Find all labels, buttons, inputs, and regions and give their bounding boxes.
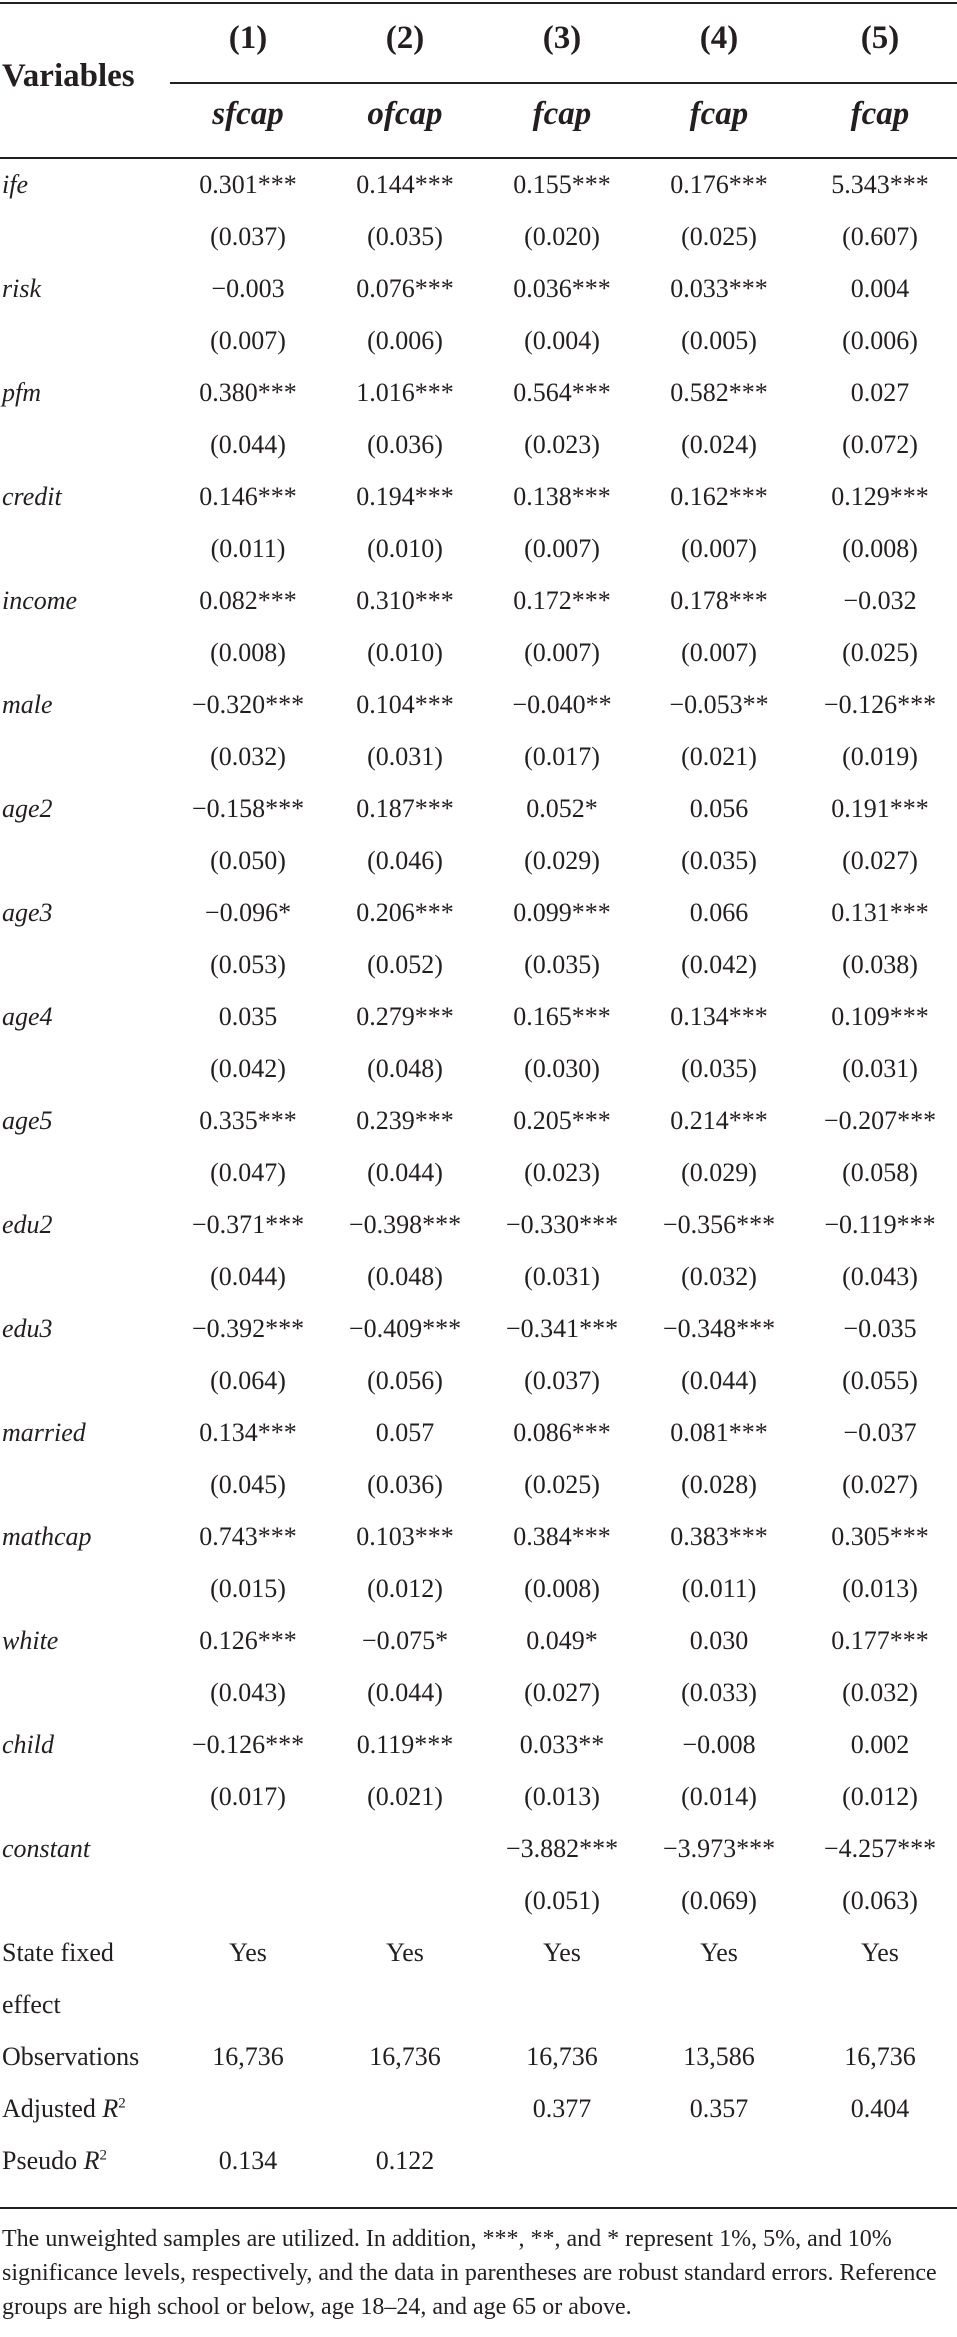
pseudo-r2-label-text: Pseudo xyxy=(2,2146,84,2175)
observations-cell: 16,736 xyxy=(369,2042,441,2071)
standard-error-cell: (0.010) xyxy=(367,638,443,667)
dependent-variable-1: sfcap xyxy=(212,96,284,132)
standard-error-cell: (0.031) xyxy=(367,742,443,771)
standard-error-cell: (0.046) xyxy=(367,846,443,875)
coefficient-cell: 0.743*** xyxy=(199,1522,297,1551)
standard-error-cell: (0.030) xyxy=(524,1054,600,1083)
standard-error-cell: (0.607) xyxy=(842,222,918,251)
standard-error-cell: (0.044) xyxy=(367,1678,443,1707)
coefficient-cell: 0.086*** xyxy=(513,1418,611,1447)
standard-error-cell: (0.025) xyxy=(524,1470,600,1499)
coefficient-cell: −0.348*** xyxy=(662,1314,776,1343)
standard-error-cell: (0.006) xyxy=(367,326,443,355)
standard-error-cell: (0.008) xyxy=(842,534,918,563)
coefficient-cell: 0.239*** xyxy=(356,1106,454,1135)
dependent-variable-5: fcap xyxy=(850,96,910,132)
pseudo-r2-label xyxy=(2,2146,107,2176)
standard-error-cell: (0.035) xyxy=(681,846,757,875)
coefficient-cell: 0.172*** xyxy=(513,586,611,615)
coefficient-cell: −0.096* xyxy=(204,898,292,927)
standard-error-cell: (0.052) xyxy=(367,950,443,979)
standard-error-cell: (0.011) xyxy=(681,1574,757,1603)
coefficient-cell: −0.003 xyxy=(211,274,285,303)
adjusted-r2-cell: 0.357 xyxy=(689,2094,749,2123)
coefficient-cell: 0.036*** xyxy=(513,274,611,303)
coefficient-cell: 1.016*** xyxy=(356,378,454,407)
standard-error-cell: (0.024) xyxy=(681,430,757,459)
variable-name: ife xyxy=(2,170,28,199)
coefficient-cell: 0.279*** xyxy=(356,1002,454,1031)
coefficient-cell: 0.081*** xyxy=(670,1418,768,1447)
coefficient-cell: 0.134*** xyxy=(199,1418,297,1447)
standard-error-cell: (0.025) xyxy=(681,222,757,251)
coefficient-cell: −4.257*** xyxy=(823,1834,937,1863)
variable-name: edu3 xyxy=(2,1314,53,1343)
column-number-4: (4) xyxy=(699,20,739,56)
standard-error-cell: (0.015) xyxy=(210,1574,286,1603)
standard-error-cell: (0.011) xyxy=(210,534,286,563)
coefficient-cell: 0.155*** xyxy=(513,170,611,199)
coefficient-cell: 0.030 xyxy=(689,1626,749,1655)
coefficient-cell: −0.126*** xyxy=(823,690,937,719)
coefficient-cell: −0.356*** xyxy=(662,1210,776,1239)
coefficient-cell: 5.343*** xyxy=(831,170,929,199)
top-rule xyxy=(0,2,957,4)
coefficient-cell: 0.310*** xyxy=(356,586,454,615)
coefficient-cell: 0.194*** xyxy=(356,482,454,511)
dependent-variable-3: fcap xyxy=(532,96,592,132)
observations-cell: 13,586 xyxy=(683,2042,755,2071)
state-fixed-effect-label: State fixed xyxy=(2,1938,114,1967)
coefficient-cell: 0.301*** xyxy=(199,170,297,199)
standard-error-cell: (0.045) xyxy=(210,1470,286,1499)
column-number-2: (2) xyxy=(385,20,425,56)
standard-error-cell: (0.035) xyxy=(524,950,600,979)
table-note: The unweighted samples are utilized. In addition, ***, **, and * represent 1%, 5%, and 10% significance levels, respectively, and the data in parentheses are robust standard errors. Reference groups are high school or below, age 18–24, and age 65 or above. xyxy=(2,2226,937,2320)
standard-error-cell: (0.006) xyxy=(842,326,918,355)
coefficient-cell: −0.119*** xyxy=(824,1210,936,1239)
variable-name: mathcap xyxy=(2,1522,92,1551)
standard-error-cell: (0.012) xyxy=(842,1782,918,1811)
variable-name: age2 xyxy=(2,794,53,823)
standard-error-cell: (0.043) xyxy=(842,1262,918,1291)
standard-error-cell: (0.053) xyxy=(210,950,286,979)
standard-error-cell: (0.050) xyxy=(210,846,286,875)
variable-name: age3 xyxy=(2,898,53,927)
standard-error-cell: (0.056) xyxy=(367,1366,443,1395)
coefficient-cell: 0.582*** xyxy=(670,378,768,407)
standard-error-cell: (0.027) xyxy=(524,1678,600,1707)
coefficient-cell: −0.032 xyxy=(843,586,917,615)
standard-error-cell: (0.007) xyxy=(524,638,600,667)
coefficient-cell: −0.008 xyxy=(682,1730,756,1759)
coefficient-cell: 0.214*** xyxy=(670,1106,768,1135)
coefficient-cell: 0.126*** xyxy=(199,1626,297,1655)
standard-error-cell: (0.036) xyxy=(367,1470,443,1499)
coefficient-cell: 0.205*** xyxy=(513,1106,611,1135)
standard-error-cell: (0.033) xyxy=(681,1678,757,1707)
coefficient-cell: 0.335*** xyxy=(199,1106,297,1135)
coefficient-cell: 0.099*** xyxy=(513,898,611,927)
coefficient-cell: −0.320*** xyxy=(191,690,305,719)
coefficient-cell: 0.119*** xyxy=(356,1730,454,1759)
standard-error-cell: (0.017) xyxy=(524,742,600,771)
variable-name: age5 xyxy=(2,1106,53,1135)
coefficient-cell: 0.178*** xyxy=(670,586,768,615)
coefficient-cell: −0.035 xyxy=(843,1314,917,1343)
coefficient-cell: −0.330*** xyxy=(505,1210,619,1239)
variable-name: pfm xyxy=(2,378,41,407)
standard-error-cell: (0.014) xyxy=(681,1782,757,1811)
observations-cell: 16,736 xyxy=(844,2042,916,2071)
standard-error-cell: (0.023) xyxy=(524,430,600,459)
standard-error-cell: (0.031) xyxy=(842,1054,918,1083)
adjusted-r2-label-sup: 2 xyxy=(118,2095,126,2112)
coefficient-cell: 0.066 xyxy=(689,898,749,927)
standard-error-cell: (0.008) xyxy=(524,1574,600,1603)
coefficient-cell: 0.206*** xyxy=(356,898,454,927)
standard-error-cell: (0.013) xyxy=(524,1782,600,1811)
coefficient-cell: 0.176*** xyxy=(670,170,768,199)
coefficient-cell: 0.035 xyxy=(218,1002,278,1031)
coefficient-cell: −0.126*** xyxy=(191,1730,305,1759)
state-fixed-effect-label-cont: effect xyxy=(2,1990,61,2019)
standard-error-cell: (0.007) xyxy=(681,534,757,563)
coefficient-cell: −0.158*** xyxy=(191,794,305,823)
standard-error-cell: (0.031) xyxy=(524,1262,600,1291)
coefficient-cell: 0.027 xyxy=(850,378,910,407)
variable-name: income xyxy=(2,586,78,615)
standard-error-cell: (0.035) xyxy=(367,222,443,251)
pseudo-r2-cell: 0.134 xyxy=(218,2146,278,2175)
coefficient-cell: 0.057 xyxy=(375,1418,435,1447)
coefficient-cell: 0.049* xyxy=(526,1626,598,1655)
standard-error-cell: (0.042) xyxy=(681,950,757,979)
variable-name: male xyxy=(2,690,53,719)
coefficient-cell: −0.037 xyxy=(843,1418,917,1447)
coefficient-cell: −0.409*** xyxy=(348,1314,462,1343)
standard-error-cell: (0.063) xyxy=(842,1886,918,1915)
standard-error-cell: (0.044) xyxy=(210,430,286,459)
standard-error-cell: (0.069) xyxy=(681,1886,757,1915)
variable-name: age4 xyxy=(2,1002,53,1031)
variable-name: constant xyxy=(2,1834,91,1863)
column-number-1: (1) xyxy=(228,20,268,56)
coefficient-cell: 0.162*** xyxy=(670,482,768,511)
bottom-rule xyxy=(0,2207,957,2209)
observations-label: Observations xyxy=(2,2042,140,2071)
standard-error-cell: (0.008) xyxy=(210,638,286,667)
coefficient-cell: 0.082*** xyxy=(199,586,297,615)
standard-error-cell: (0.025) xyxy=(842,638,918,667)
coefficient-cell: 0.564*** xyxy=(513,378,611,407)
fixed-effect-cell: Yes xyxy=(386,1938,424,1967)
coefficient-cell: 0.191*** xyxy=(831,794,929,823)
standard-error-cell: (0.055) xyxy=(842,1366,918,1395)
standard-error-cell: (0.058) xyxy=(842,1158,918,1187)
coefficient-cell: 0.033*** xyxy=(670,274,768,303)
coefficient-cell: −0.398*** xyxy=(348,1210,462,1239)
fixed-effect-cell: Yes xyxy=(543,1938,581,1967)
standard-error-cell: (0.027) xyxy=(842,1470,918,1499)
coefficient-cell: 0.002 xyxy=(850,1730,910,1759)
standard-error-cell: (0.064) xyxy=(210,1366,286,1395)
coefficient-cell: −0.075* xyxy=(361,1626,449,1655)
coefficient-cell: 0.134*** xyxy=(670,1002,768,1031)
standard-error-cell: (0.038) xyxy=(842,950,918,979)
adjusted-r2-cell: 0.404 xyxy=(850,2094,910,2123)
column-number-rule xyxy=(170,82,957,84)
coefficient-cell: 0.138*** xyxy=(513,482,611,511)
fixed-effect-cell: Yes xyxy=(700,1938,738,1967)
coefficient-cell: 0.165*** xyxy=(513,1002,611,1031)
coefficient-cell: 0.144*** xyxy=(356,170,454,199)
column-number-3: (3) xyxy=(542,20,582,56)
standard-error-cell: (0.048) xyxy=(367,1054,443,1083)
coefficient-cell: −0.392*** xyxy=(191,1314,305,1343)
standard-error-cell: (0.007) xyxy=(681,638,757,667)
adjusted-r2-label-text: Adjusted xyxy=(2,2094,103,2123)
standard-error-cell: (0.048) xyxy=(367,1262,443,1291)
standard-error-cell: (0.028) xyxy=(681,1470,757,1499)
standard-error-cell: (0.007) xyxy=(210,326,286,355)
observations-cell: 16,736 xyxy=(212,2042,284,2071)
standard-error-cell: (0.020) xyxy=(524,222,600,251)
coefficient-cell: 0.004 xyxy=(850,274,910,303)
standard-error-cell: (0.029) xyxy=(524,846,600,875)
column-number-5: (5) xyxy=(860,20,900,56)
coefficient-cell: 0.129*** xyxy=(831,482,929,511)
coefficient-cell: 0.076*** xyxy=(356,274,454,303)
coefficient-cell: 0.384*** xyxy=(513,1522,611,1551)
standard-error-cell: (0.029) xyxy=(681,1158,757,1187)
pseudo-r2-label-sup: 2 xyxy=(99,2147,108,2164)
coefficient-cell: 0.109*** xyxy=(831,1002,929,1031)
standard-error-cell: (0.032) xyxy=(842,1678,918,1707)
coefficient-cell: −0.371*** xyxy=(191,1210,305,1239)
standard-error-cell: (0.007) xyxy=(524,534,600,563)
fixed-effect-cell: Yes xyxy=(861,1938,899,1967)
variable-name: white xyxy=(2,1626,59,1655)
pseudo-r2-cell: 0.122 xyxy=(375,2146,435,2175)
coefficient-cell: −0.040** xyxy=(512,690,612,719)
dependent-variable-4: fcap xyxy=(689,96,749,132)
variable-name: risk xyxy=(2,274,41,303)
coefficient-cell: 0.146*** xyxy=(199,482,297,511)
coefficient-cell: 0.033** xyxy=(519,1730,605,1759)
header-bottom-rule xyxy=(0,157,957,159)
adjusted-r2-label xyxy=(2,2094,126,2124)
coefficient-cell: 0.380*** xyxy=(199,378,297,407)
standard-error-cell: (0.051) xyxy=(524,1886,600,1915)
adjusted-r2-cell: 0.377 xyxy=(532,2094,592,2123)
variable-name: married xyxy=(2,1418,86,1447)
standard-error-cell: (0.044) xyxy=(681,1366,757,1395)
coefficient-cell: −0.207*** xyxy=(823,1106,937,1135)
standard-error-cell: (0.004) xyxy=(524,326,600,355)
coefficient-cell: −0.053** xyxy=(669,690,769,719)
standard-error-cell: (0.036) xyxy=(367,430,443,459)
coefficient-cell: −0.341*** xyxy=(505,1314,619,1343)
fixed-effect-cell: Yes xyxy=(229,1938,267,1967)
coefficient-cell: 0.056 xyxy=(689,794,749,823)
observations-cell: 16,736 xyxy=(526,2042,598,2071)
standard-error-cell: (0.072) xyxy=(842,430,918,459)
coefficient-cell: 0.104*** xyxy=(356,690,454,719)
standard-error-cell: (0.013) xyxy=(842,1574,918,1603)
coefficient-cell: −3.882*** xyxy=(505,1834,619,1863)
standard-error-cell: (0.042) xyxy=(210,1054,286,1083)
coefficient-cell: 0.131*** xyxy=(831,898,929,927)
standard-error-cell: (0.032) xyxy=(681,1262,757,1291)
dependent-variable-2: ofcap xyxy=(367,96,443,132)
coefficient-cell: 0.103*** xyxy=(356,1522,454,1551)
variable-name: credit xyxy=(2,482,62,511)
variables-header: Variables xyxy=(2,58,135,94)
standard-error-cell: (0.023) xyxy=(524,1158,600,1187)
standard-error-cell: (0.044) xyxy=(367,1158,443,1187)
standard-error-cell: (0.043) xyxy=(210,1678,286,1707)
standard-error-cell: (0.017) xyxy=(210,1782,286,1811)
variable-name: child xyxy=(2,1730,54,1759)
standard-error-cell: (0.035) xyxy=(681,1054,757,1083)
standard-error-cell: (0.032) xyxy=(210,742,286,771)
standard-error-cell: (0.044) xyxy=(210,1262,286,1291)
standard-error-cell: (0.047) xyxy=(210,1158,286,1187)
standard-error-cell: (0.037) xyxy=(210,222,286,251)
standard-error-cell: (0.021) xyxy=(681,742,757,771)
coefficient-cell: 0.305*** xyxy=(831,1522,929,1551)
variable-name: edu2 xyxy=(2,1210,53,1239)
coefficient-cell: −3.973*** xyxy=(662,1834,776,1863)
pseudo-r2-label-r: R xyxy=(83,2146,100,2175)
standard-error-cell: (0.005) xyxy=(681,326,757,355)
standard-error-cell: (0.037) xyxy=(524,1366,600,1395)
coefficient-cell: 0.052* xyxy=(526,794,598,823)
standard-error-cell: (0.012) xyxy=(367,1574,443,1603)
standard-error-cell: (0.019) xyxy=(842,742,918,771)
adjusted-r2-label-r: R xyxy=(102,2094,119,2123)
coefficient-cell: 0.177*** xyxy=(831,1626,929,1655)
coefficient-cell: 0.187*** xyxy=(356,794,454,823)
coefficient-cell: 0.383*** xyxy=(670,1522,768,1551)
standard-error-cell: (0.021) xyxy=(367,1782,443,1811)
standard-error-cell: (0.010) xyxy=(367,534,443,563)
standard-error-cell: (0.027) xyxy=(842,846,918,875)
